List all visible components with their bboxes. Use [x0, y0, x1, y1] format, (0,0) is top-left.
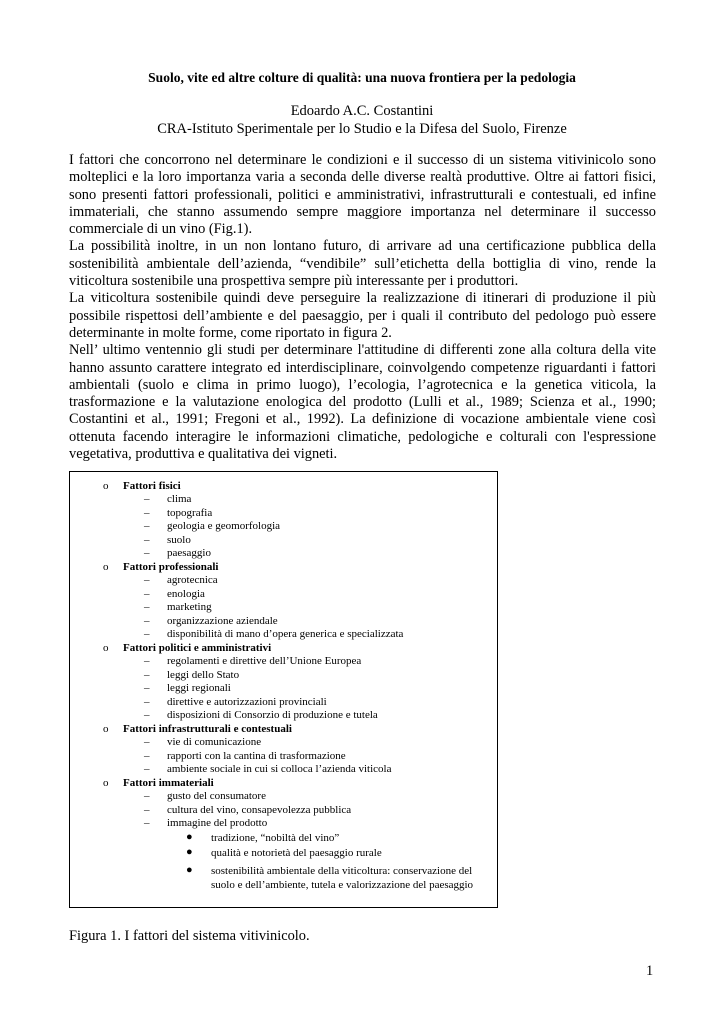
category-label: Fattori fisici: [123, 480, 181, 492]
dash-bullet-icon: –: [144, 749, 150, 762]
dash-bullet-icon: –: [144, 668, 150, 681]
category-label: Fattori immateriali: [123, 776, 214, 789]
author-block: [0, 102, 724, 138]
paragraph: La viticoltura sostenibile quindi deve perseguire la realizzazione di itinerari di produzione il più possibile rispettosi dell’ambiente e del paesaggio, per i quali il contributo del pedologo può essere determinante in molte forme, come riportato in figura 2.: [69, 290, 656, 341]
dash-bullet-icon: –: [144, 803, 150, 816]
dash-bullet-icon: –: [144, 601, 150, 613]
circle-bullet-icon: o: [103, 560, 109, 573]
dash-bullet-icon: –: [144, 520, 150, 532]
dash-bullet-icon: –: [144, 790, 150, 802]
circle-bullet-icon: o: [103, 480, 109, 492]
dash-bullet-icon: –: [144, 628, 150, 640]
dash-bullet-icon: –: [144, 547, 150, 559]
dash-bullet-icon: –: [144, 817, 150, 829]
category-label: Fattori politici e amministrativi: [123, 641, 272, 654]
dash-bullet-icon: –: [144, 709, 150, 721]
category-label: Fattori infrastrutturali e contestuali: [123, 722, 292, 735]
paragraph: I fattori che concorrono nel determinare le condizioni e il successo di un sistema vitivinicolo sono molteplici e la loro importanza varia a seconda delle diverse realtà produttive. Oltre ai fattori fisici, sono presenti fattori professionali, politici e amministrativi, infrastrutturali e contestuali, ed infine immateriali, che stanno assumendo sempre maggiore importanza nel determinare il successo commerciale di un vino (Fig.1).: [69, 152, 656, 238]
dash-bullet-icon: –: [144, 493, 150, 505]
dash-bullet-icon: –: [144, 736, 150, 748]
dash-bullet-icon: –: [144, 533, 150, 546]
body-text: [69, 152, 656, 463]
dash-bullet-icon: –: [144, 695, 150, 708]
dot-bullet-icon: ●: [186, 831, 193, 843]
dot-bullet-icon: ●: [186, 864, 193, 876]
circle-bullet-icon: o: [103, 641, 109, 654]
author-affiliation: CRA-Istituto Sperimentale per lo Studio e la Difesa del Suolo, Firenze: [157, 121, 567, 137]
dash-bullet-icon: –: [144, 574, 150, 586]
dash-bullet-icon: –: [144, 614, 150, 627]
document-title: Suolo, vite ed altre colture di qualità: una nuova frontiera per la pedologia: [148, 70, 576, 85]
figure-caption: Figura 1. I fattori del sistema vitivinicolo.: [69, 928, 310, 944]
circle-bullet-icon: o: [103, 722, 109, 735]
page-number: 1: [646, 963, 654, 979]
author-name: Edoardo A.C. Costantini: [290, 103, 434, 119]
dot-bullet-icon: ●: [186, 846, 193, 858]
paragraph: La possibilità inoltre, in un non lontano futuro, di arrivare ad una certificazione pubblica della sostenibilità ambientale dell’azienda, “vendibile” sull’etichetta della bottiglia di vino, rende la viticoltura sostenibile una prospettiva sempre più interessante per i produttori.: [69, 238, 656, 290]
dash-bullet-icon: –: [144, 587, 150, 600]
dash-bullet-icon: –: [144, 655, 150, 667]
category-label: Fattori professionali: [123, 560, 219, 573]
dash-bullet-icon: –: [144, 682, 150, 694]
dash-bullet-icon: –: [144, 763, 150, 775]
figure-1-box: o Fattori fisici – clima – topografia – geologia e geomorfologia – suolo – paesaggio o Fattori professionali – agrotecnica – enologia – marketing – organizzazione aziendale – disponibilità di mano d’opera generica e specializzata o Fattori politici e amministrativi – regolamenti e direttive dell’Unione Europea – leggi dello Stato – leggi regionali – direttive e autorizzazioni provinciali – disposizioni di Consorzio di produzione e tutela o Fattori infrastrutturali e contestuali – vie di comunicazione – rapporti con la cantina di trasformazione – ambiente sociale in cui si colloca l’azienda viticola o Fattori immateriali – gusto del consumatore – cultura del vino, consapevolezza pubblica – immagine del prodotto ● tradizione, “nobiltà del vino” ● qualità e notorietà del paesaggio rurale ● sostenibilità ambientale della viticoltura: conservazione del suolo e dell’ambiente, tutela e valorizzazione del paesaggio: [69, 471, 498, 908]
paragraph: Nell’ ultimo ventennio gli studi per determinare l'attitudine di differenti zone alla coltura della vite hanno assunto carattere integrato ed interdisciplinare, coinvolgendo competenze riguardanti i fattori ambientali (suolo e clima in primo luogo), l’ecologia, l’agrotecnica e la genetica viticola, la trasformazione e la valutazione enologica del prodotto (Lulli et al., 1989; Scienza et al., 1990; Costantini et al., 1991; Fregoni et al., 1992). La definizione di vocazione ambientale viene così ottenuta facendo interagire le informazioni climatiche, pedologiche e colturali con l'espressione vegetativa, produttiva e qualitativa dei vigneti.: [69, 342, 656, 463]
circle-bullet-icon: o: [103, 776, 109, 789]
dash-bullet-icon: –: [144, 506, 150, 519]
